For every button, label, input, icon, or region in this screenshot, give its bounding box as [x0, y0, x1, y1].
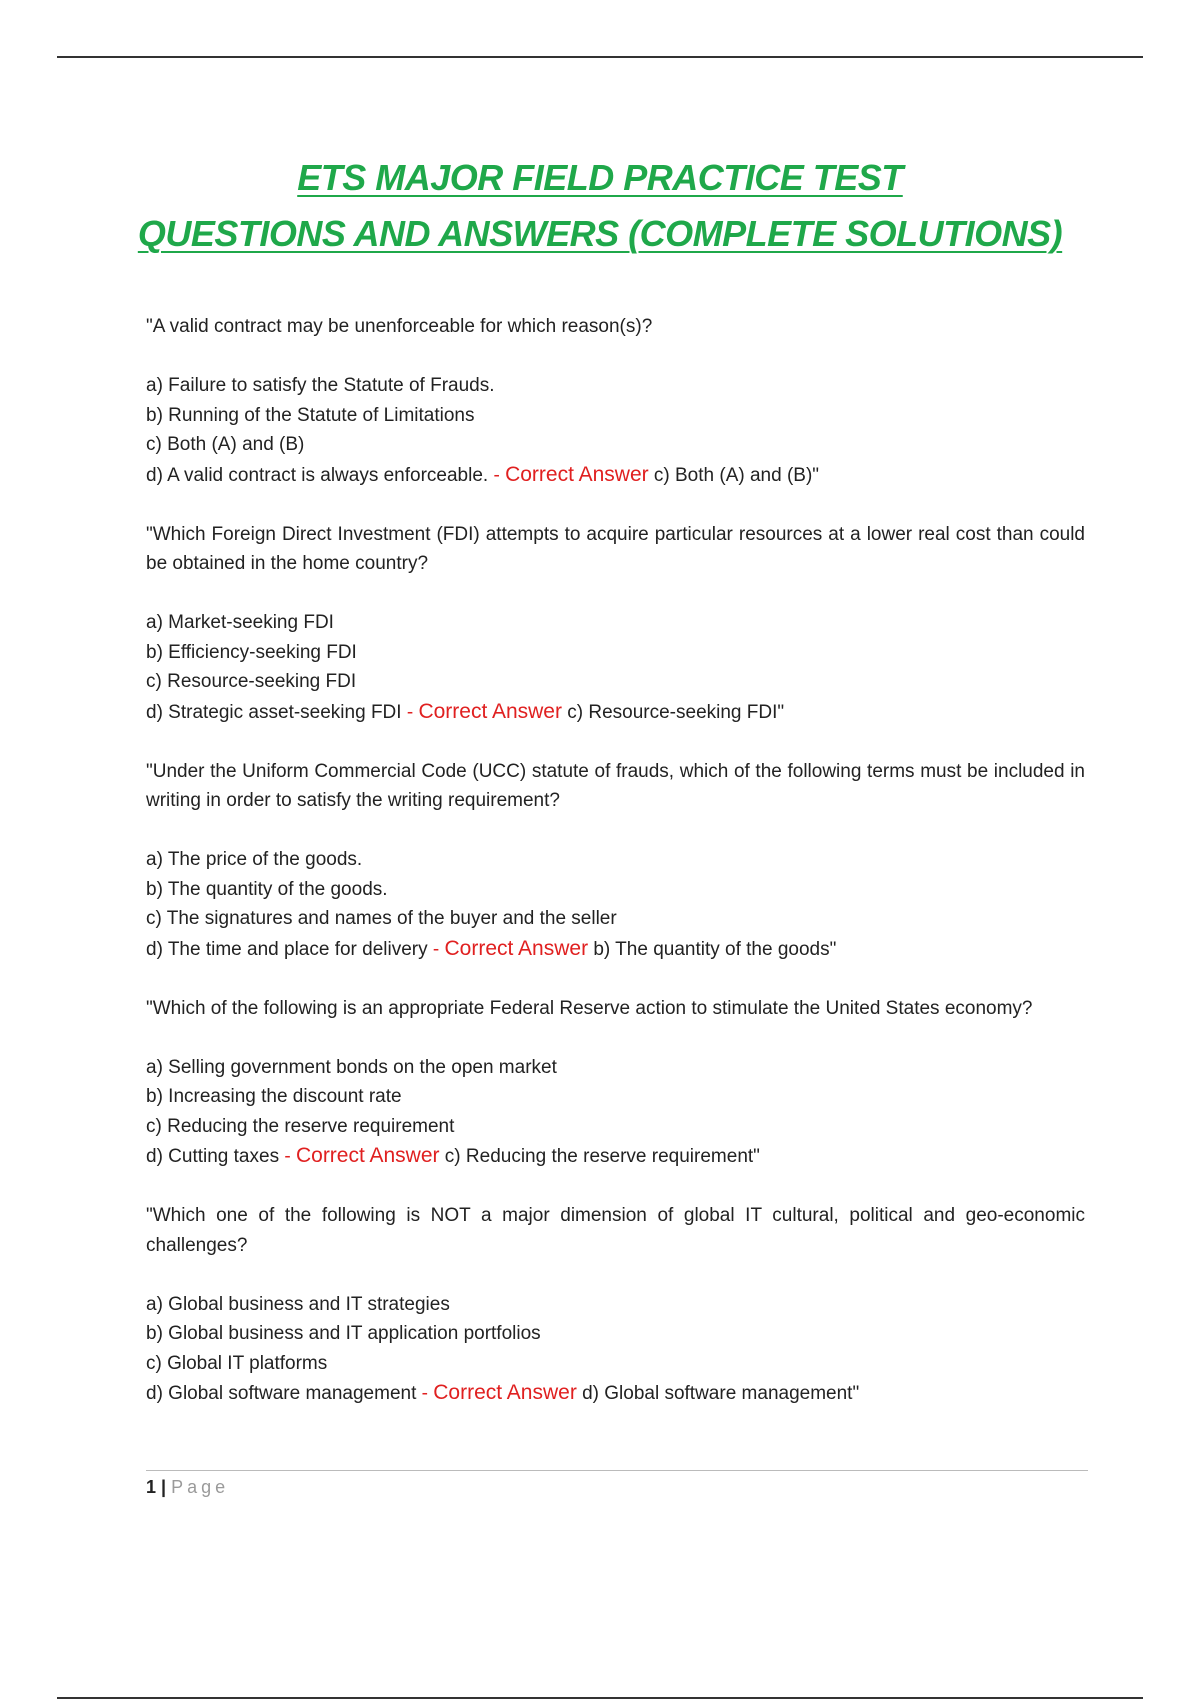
- answer-separator: -: [427, 938, 445, 960]
- question-block: [146, 1201, 1085, 1409]
- page-word: Page: [171, 1477, 230, 1497]
- questions-list: [146, 312, 1085, 1438]
- correct-answer-text: c) Both (A) and (B)": [648, 464, 820, 486]
- option-d: d) Global software management: [146, 1383, 417, 1404]
- correct-answer-label: Correct Answer: [444, 936, 589, 960]
- question-prompt: "Under the Uniform Commercial Code (UCC) statute of frauds, which of the following terms must be included in writing in order to satisfy the writing requirement?: [146, 760, 1085, 811]
- option-d-with-answer: [146, 934, 1085, 965]
- answer-separator: -: [416, 1383, 434, 1404]
- correct-answer-label: Correct Answer: [295, 1144, 440, 1167]
- option-a: a) The price of the goods.: [146, 849, 363, 870]
- option-a: a) Selling government bonds on the open market: [146, 1056, 557, 1078]
- option-d-with-answer: [146, 697, 1085, 728]
- option-a: a) Global business and IT strategies: [146, 1293, 450, 1315]
- option-d-with-answer: [146, 1141, 1085, 1172]
- correct-answer-label: Correct Answer: [505, 462, 649, 486]
- option-c: c) Resource-seeking FDI: [146, 671, 357, 692]
- question-prompt: "Which Foreign Direct Investment (FDI) attempts to acquire particular resources at a lower real cost than could be obtained in the home country?: [146, 523, 1085, 574]
- page-indicator: [146, 1477, 1088, 1498]
- option-d: d) Strategic asset-seeking FDI: [146, 701, 402, 723]
- question-prompt: "A valid contract may be unenforceable for which reason(s)?: [146, 316, 653, 337]
- option-d-with-answer: [146, 1378, 1085, 1409]
- answer-separator: -: [279, 1146, 296, 1167]
- option-a: a) Failure to satisfy the Statute of Frauds.: [146, 375, 495, 396]
- option-b: b) The quantity of the goods.: [146, 878, 388, 900]
- title-line-2: QUESTIONS AND ANSWERS (COMPLETE SOLUTIONS): [137, 213, 1063, 254]
- option-d: d) Cutting taxes: [146, 1146, 280, 1167]
- question-block: [146, 312, 1085, 490]
- answer-separator: -: [488, 464, 506, 486]
- question-prompt: "Which of the following is an appropriate Federal Reserve action to stimulate the United States economy?: [146, 997, 1033, 1019]
- correct-answer-text: c) Reducing the reserve requirement": [439, 1146, 760, 1167]
- footer-rule: [146, 1470, 1088, 1471]
- header-rule: [57, 56, 1143, 58]
- option-c: c) Both (A) and (B): [146, 434, 305, 455]
- option-d-with-answer: [146, 460, 1085, 491]
- option-c: c) Global IT platforms: [146, 1352, 328, 1374]
- question-block: [146, 994, 1085, 1172]
- question-prompt: "Which one of the following is NOT a major dimension of global IT cultural, political and geo-economic challenges?: [146, 1205, 1085, 1256]
- correct-answer-text: b) The quantity of the goods": [588, 938, 837, 960]
- option-d: d) The time and place for delivery: [146, 938, 428, 960]
- option-b: b) Running of the Statute of Limitations: [146, 404, 475, 426]
- title-line-1: ETS MAJOR FIELD PRACTICE TEST: [297, 157, 903, 198]
- correct-answer-text: c) Resource-seeking FDI": [561, 701, 785, 723]
- correct-answer-label: Correct Answer: [433, 1381, 577, 1404]
- correct-answer-label: Correct Answer: [418, 699, 562, 723]
- page-footer: [146, 1470, 1088, 1498]
- answer-separator: -: [401, 701, 419, 723]
- document-title: [0, 150, 1200, 262]
- option-d: d) A valid contract is always enforceable.: [146, 464, 489, 486]
- option-a: a) Market-seeking FDI: [146, 612, 334, 633]
- option-b: b) Increasing the discount rate: [146, 1086, 402, 1107]
- option-c: c) The signatures and names of the buyer and the seller: [146, 908, 617, 929]
- page-number: 1: [146, 1477, 157, 1497]
- question-block: [146, 520, 1085, 728]
- option-b: b) Global business and IT application portfolios: [146, 1323, 541, 1344]
- question-block: [146, 757, 1085, 965]
- correct-answer-text: d) Global software management": [576, 1383, 860, 1404]
- option-b: b) Efficiency-seeking FDI: [146, 641, 357, 663]
- bottom-rule: [57, 1697, 1143, 1699]
- option-c: c) Reducing the reserve requirement: [146, 1115, 455, 1137]
- page-separator: |: [156, 1477, 172, 1497]
